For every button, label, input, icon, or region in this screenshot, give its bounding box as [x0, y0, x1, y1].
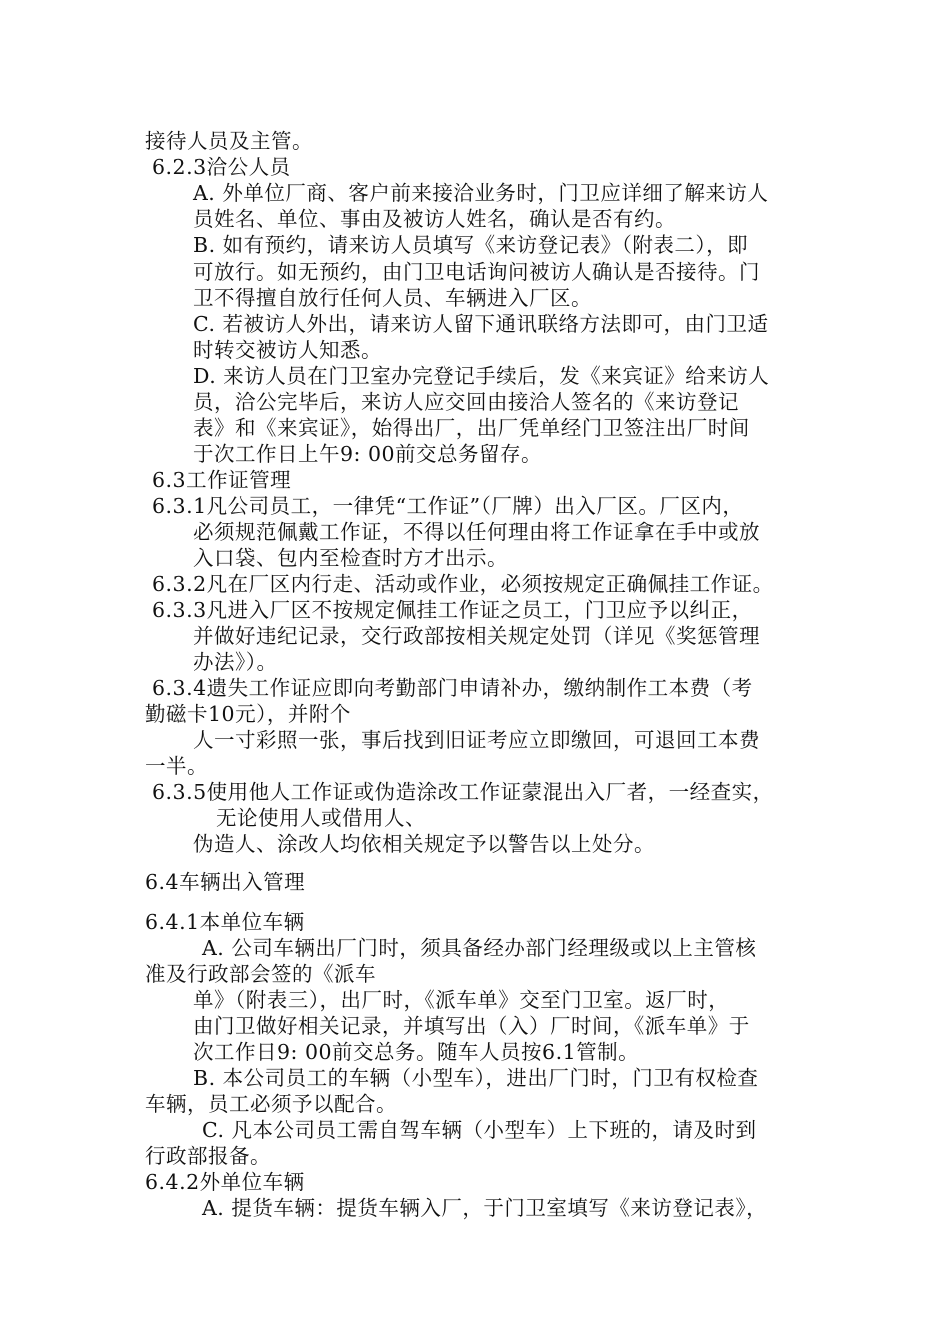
- text-line: 车辆，员工必须予以配合。: [145, 1092, 397, 1116]
- text-line: 6.3.3凡进入厂区不按规定佩挂工作证之员工，门卫应予以纠正，: [152, 598, 753, 622]
- text-line: A. 提货车辆：提货车辆入厂，于门卫室填写《来访登记表》，: [202, 1196, 768, 1220]
- text-line: 办法》）。: [193, 650, 278, 674]
- text-line: A. 公司车辆出厂门时，须具备经办部门经理级或以上主管核: [202, 936, 757, 960]
- text-line: 次工作日9: 00前交总务。随车人员按6.1管制。: [193, 1040, 640, 1064]
- text-line: 由门卫做好相关记录，并填写出（入）厂时间，《派车单》于: [193, 1014, 750, 1038]
- text-line: B. 本公司员工的车辆（小型车），进出厂门时，门卫有权检查: [193, 1066, 759, 1090]
- text-line: C. 若被访人外出，请来访人留下通讯联络方法即可，由门卫适: [193, 312, 769, 336]
- text-line: 勤磁卡10元），并附个: [145, 702, 351, 726]
- text-line: B. 如有预约，请来访人员填写《来访登记表》（附表二），即: [193, 233, 749, 257]
- text-line: 可放行。如无预约，由门卫电话询问被访人确认是否接待。门: [193, 260, 760, 284]
- text-line: 并做好违纪记录，交行政部按相关规定处罚（详见《奖惩管理: [193, 624, 760, 648]
- text-line: 人一寸彩照一张，事后找到旧证考应立即缴回，可退回工本费: [193, 728, 760, 752]
- section-heading: 6.4车辆出入管理: [145, 870, 306, 894]
- text-line: 一半。: [145, 754, 208, 778]
- text-line: 入口袋、包内至检查时方才出示。: [193, 546, 508, 570]
- section-heading: 6.4.1本单位车辆: [145, 910, 305, 934]
- text-line: C. 凡本公司员工需自驾车辆（小型车）上下班的，请及时到: [202, 1118, 757, 1142]
- text-line: 员姓名、单位、事由及被访人姓名，确认是否有约。: [193, 207, 676, 231]
- text-line: 准及行政部会签的《派车: [145, 962, 376, 986]
- text-line: 单》（附表三），出厂时，《派车单》交至门卫室。返厂时，: [193, 988, 730, 1012]
- text-line: 员，洽公完毕后，来访人应交回由接洽人签名的《来访登记: [193, 390, 739, 414]
- text-line: 6.3.2凡在厂区内行走、活动或作业，必须按规定正确佩挂工作证。: [152, 572, 774, 596]
- text-line: 时转交被访人知悉。: [193, 338, 382, 362]
- text-line: 无论使用人或借用人、: [216, 806, 426, 830]
- text-line: 伪造人、涂改人均依相关规定予以警告以上处分。: [193, 832, 655, 856]
- text-line: 表》和《来宾证》，始得出厂，出厂凭单经门卫签注出厂时间: [193, 416, 750, 440]
- text-line: D. 来访人员在门卫室办完登记手续后，发《来宾证》给来访人: [193, 364, 770, 388]
- text-line: A. 外单位厂商、客户前来接洽业务时，门卫应详细了解来访人: [193, 181, 769, 205]
- section-heading: 6.2.3洽公人员: [152, 155, 291, 179]
- text-line: 卫不得擅自放行任何人员、车辆进入厂区。: [193, 286, 592, 310]
- text-line: 必须规范佩戴工作证，不得以任何理由将工作证拿在手中或放: [193, 520, 760, 544]
- text-line: 6.3.5使用他人工作证或伪造涂改工作证蒙混出入厂者，一经查实，: [152, 780, 774, 804]
- text-line: 6.3.4遗失工作证应即向考勤部门申请补办，缴纳制作工本费（考: [152, 676, 753, 700]
- text-line: 于次工作日上午9: 00前交总务留存。: [193, 442, 543, 466]
- text-line: 接待人员及主管。: [145, 129, 313, 153]
- text-line: 6.3.1凡公司员工，一律凭“工作证”（厂牌）出入厂区。厂区内，: [152, 494, 744, 518]
- section-heading: 6.4.2外单位车辆: [145, 1170, 305, 1194]
- text-line: 行政部报备。: [145, 1144, 271, 1168]
- section-heading: 6.3工作证管理: [152, 468, 292, 492]
